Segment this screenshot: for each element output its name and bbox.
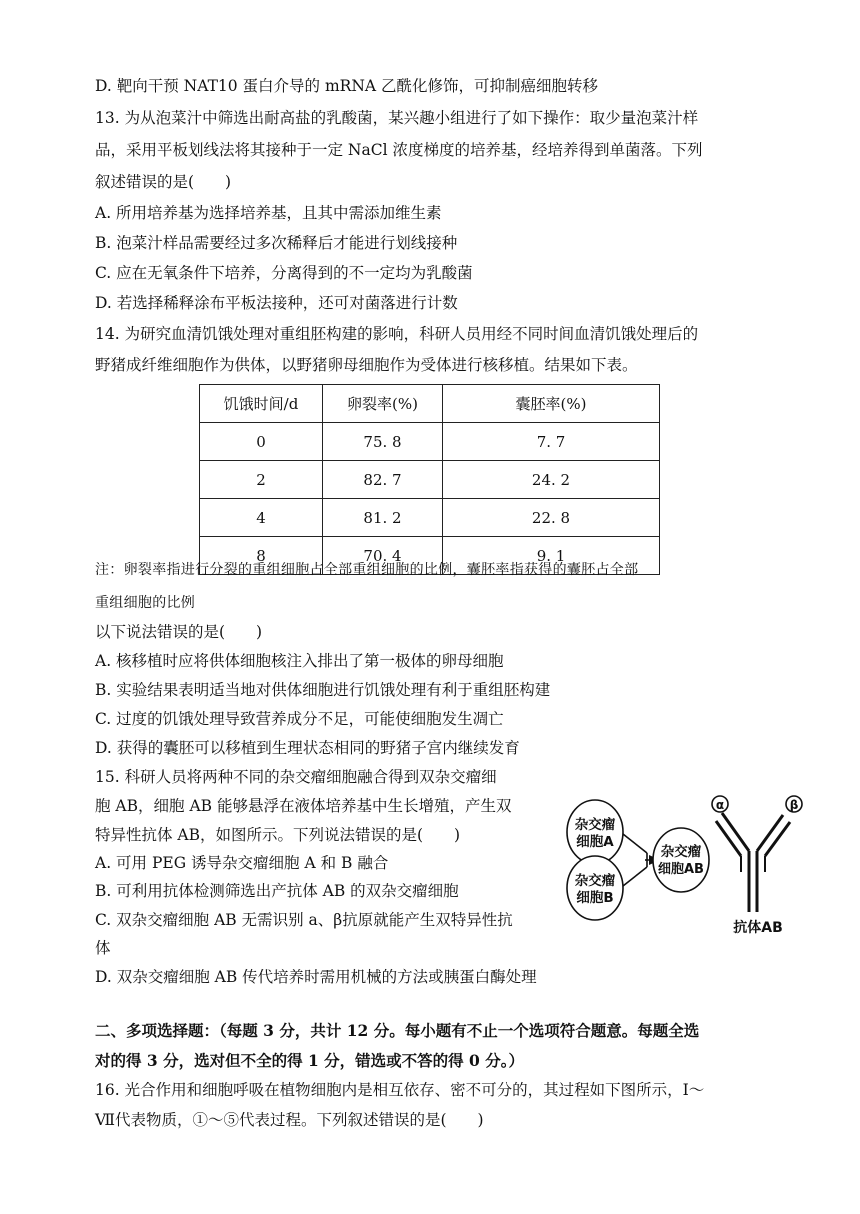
antibody-arm-left-heavy [722,813,749,851]
antibody-arm-right-heavy [757,815,783,851]
table-cell: 7. 7 [443,423,660,461]
table-header-row [200,385,660,423]
q15-option-a: A. 可用 PEG 诱导杂交瘤细胞 A 和 B 融合 [95,854,389,872]
table-row [200,423,660,461]
q14-results-table [199,384,660,575]
cell-a-label-line-2: 细胞A [576,834,614,850]
table-cell: 9. 1 [443,537,660,575]
q13-stem-line-1: 13. 为从泡菜汁中筛选出耐高盐的乳酸菌，某兴趣小组进行了如下操作：取少量泡菜汁样 [95,109,699,127]
q14-stem-line-1: 14. 为研究血清饥饿处理对重组胚构建的影响，科研人员用经不同时间血清饥饿处理后的 [95,325,699,343]
antibody-arm-left-light [716,821,741,856]
beta-label: β [789,798,799,812]
q13-option-a: A. 所用培养基为选择培养基，且其中需添加维生素 [95,204,442,222]
cell-b-label-line-1: 杂交瘤 [574,873,616,889]
q15-option-d: D. 双杂交瘤细胞 AB 传代培养时需用机械的方法或胰蛋白酶处理 [95,968,537,986]
q14-option-a: A. 核移植时应将供体细胞核注入排出了第一极体的卵母细胞 [95,652,504,670]
table-cell: 24. 2 [443,461,660,499]
q12-option-d: D. 靶向干预 NAT10 蛋白介导的 mRNA 乙酰化修饰，可抑制癌细胞转移 [95,77,599,95]
q15-option-c-line-2: 体 [95,939,111,957]
table-cell: 81. 2 [323,499,443,537]
table-cell: 8 [200,537,323,575]
q13-option-c: C. 应在无氧条件下培养，分离得到的不一定均为乳酸菌 [95,264,473,282]
q14-option-b: B. 实验结果表明适当地对供体细胞进行饥饿处理有利于重组胚构建 [95,681,551,699]
table-cell: 2 [200,461,323,499]
cell-ab-label-line-1: 杂交瘤 [660,844,702,860]
q13-stem-line-2: 品，采用平板划线法将其接种于一定 NaCl 浓度梯度的培养基，经培养得到单菌落。下列 [95,141,703,159]
q13-option-d: D. 若选择稀释涂布平板法接种，还可对菌落进行计数 [95,294,458,312]
q16-stem-line-2: Ⅶ代表物质，①～⑤代表过程。下列叙述错误的是( ) [95,1111,484,1129]
antibody-ab-label: 抗体AB [733,920,783,936]
antibody-arm-right-light [765,822,790,856]
table-cell: 0 [200,423,323,461]
q14-option-c: C. 过度的饥饿处理导致营养成分不足，可能使细胞发生凋亡 [95,710,504,728]
cell-a-label-line-1: 杂交瘤 [574,817,616,833]
cell-b-label-line-2: 细胞B [576,890,614,906]
arrow-b-to-ab [623,867,647,886]
table-row [200,499,660,537]
table-cell: 22. 8 [443,499,660,537]
table-cell: 70. 4 [323,537,443,575]
q15-stem-line-2: 胞 AB，细胞 AB 能够悬浮在液体培养基中生长增殖，产生双 [95,797,512,815]
table-header-cell: 囊胚率(%) [443,385,660,423]
q13-stem-line-3: 叙述错误的是( ) [95,173,232,191]
arrow-a-to-ab [623,834,647,853]
q15-figure [565,780,820,950]
cell-ab-label-line-2: 细胞AB [658,862,704,877]
q14-note-line-1: 注：卵裂率指进行分裂的重组细胞占全部重组细胞的比例，囊胚率指获得的囊胚占全部 [95,562,639,578]
q14-note-line-2: 重组细胞的比例 [95,595,196,611]
table-cell: 82. 7 [323,461,443,499]
alpha-label: α [715,798,725,812]
section-2-heading-line-1: 二、多项选择题：（每题 3 分，共计 12 分。每小题有不止一个选项符合题意。每题全选 [95,1021,700,1040]
table-row [200,461,660,499]
q15-option-b: B. 可利用抗体检测筛选出产抗体 AB 的双杂交瘤细胞 [95,882,459,900]
q16-stem-line-1: 16. 光合作用和细胞呼吸在植物细胞内是相互依存、密不可分的，其过程如下图所示，Ⅰ～ [95,1081,705,1099]
q14-stem-line-2: 野猪成纤维细胞作为供体，以野猪卵母细胞作为受体进行核移植。结果如下表。 [95,356,638,374]
q14-question: 以下说法错误的是( ) [95,623,263,641]
q15-option-c-line-1: C. 双杂交瘤细胞 AB 无需识别 a、β抗原就能产生双特异性抗 [95,911,513,929]
cell-ab-circle [653,828,709,892]
section-2-heading-line-2: 对的得 3 分，选对但不全的得 1 分，错选或不答的得 0 分。） [95,1051,524,1070]
table-header-cell: 卵裂率(%) [323,385,443,423]
q15-stem-line-1: 15. 科研人员将两种不同的杂交瘤细胞融合得到双杂交瘤细 [95,768,497,786]
q13-option-b: B. 泡菜汁样品需要经过多次稀释后才能进行划线接种 [95,234,458,252]
table-cell: 75. 8 [323,423,443,461]
table-cell: 4 [200,499,323,537]
antibody-ab-icon [712,796,802,912]
q15-stem-line-3: 特异性抗体 AB，如图所示。下列说法错误的是( ) [95,826,461,844]
q14-option-d: D. 获得的囊胚可以移植到生理状态相同的野猪子宫内继续发育 [95,739,520,757]
table-header-cell: 饥饿时间/d [200,385,323,423]
